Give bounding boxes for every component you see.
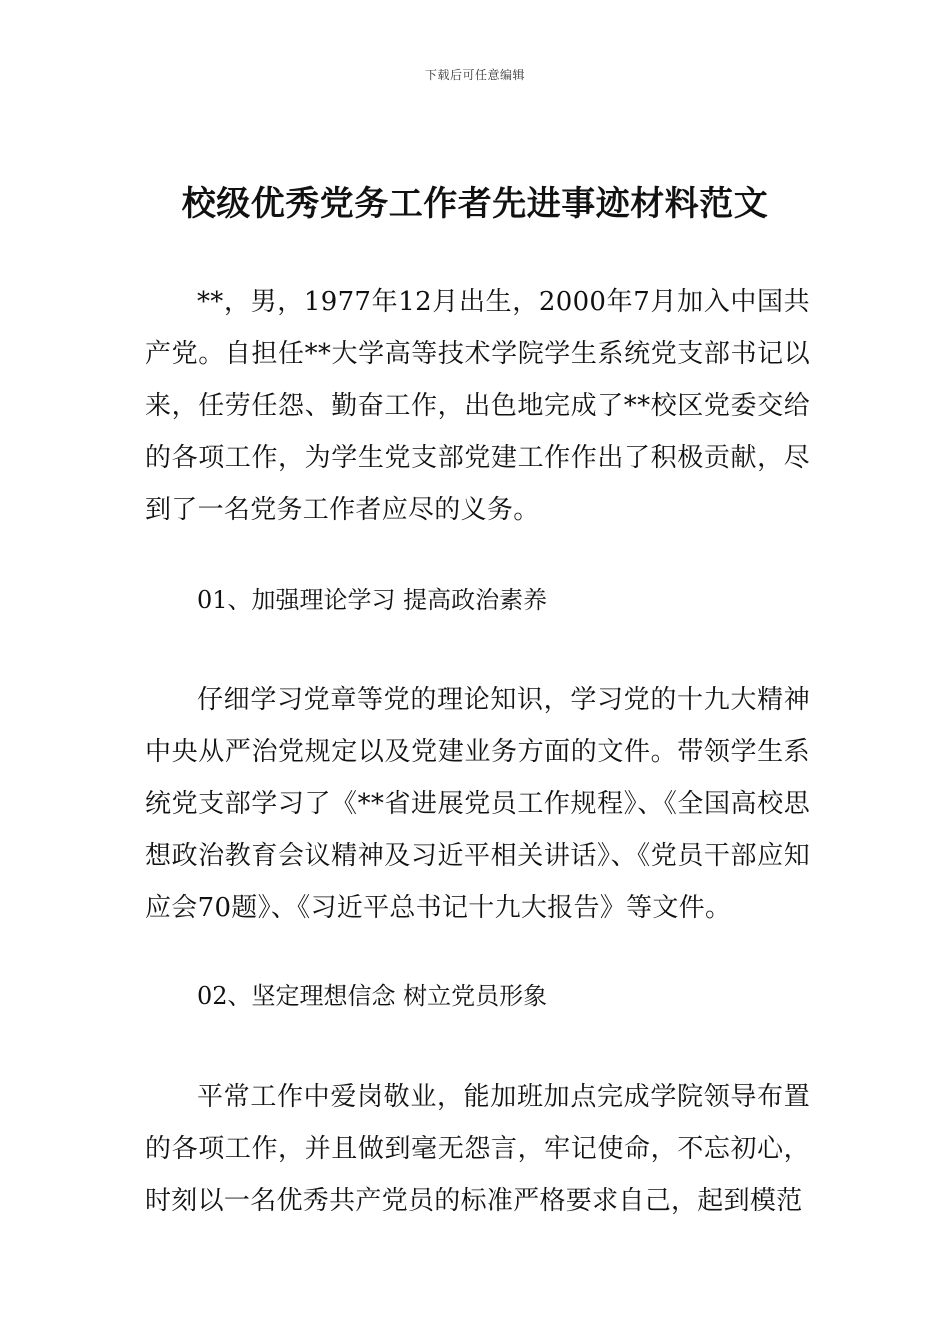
section-2-paragraph: 平常工作中爱岗敬业，能加班加点完成学院领导布置的各项工作，并且做到毫无怨言，牢记使命，不忘初心，时刻以一名优秀共产党员的标准严格要求自己，起到模范 — [145, 1082, 810, 1216]
document-title: 校级优秀党务工作者先进事迹材料范文 — [181, 184, 769, 224]
header-note: 下载后可任意编辑 — [424, 68, 525, 82]
intro-paragraph: **，男，1977年12月出生，2000年7月加入中国共产党。自担任**大学高等技术学院学生系统党支部书记以来，任劳任怨、勤奋工作，出色地完成了**校区党委交给的各项工作，为学生党支部党建工作作出了积极贡献，尽到了一名党务工作者应尽的义务。 — [145, 287, 810, 525]
section-1-paragraph: 仔细学习党章等党的理论知识，学习党的十九大精神中央从严治党规定以及党建业务方面的文件。带领学生系统党支部学习了《**省进展党员工作规程》、《全国高校思想政治教育会议精神及习近平相关讲话》、《党员干部应知应会70题》、《习近平总书记十九大报告》等文件。 — [145, 685, 810, 923]
section-heading-1: 01、加强理论学习 提高政治素养 — [197, 586, 548, 614]
section-heading-2: 02、坚定理想信念 树立党员形象 — [197, 982, 548, 1010]
